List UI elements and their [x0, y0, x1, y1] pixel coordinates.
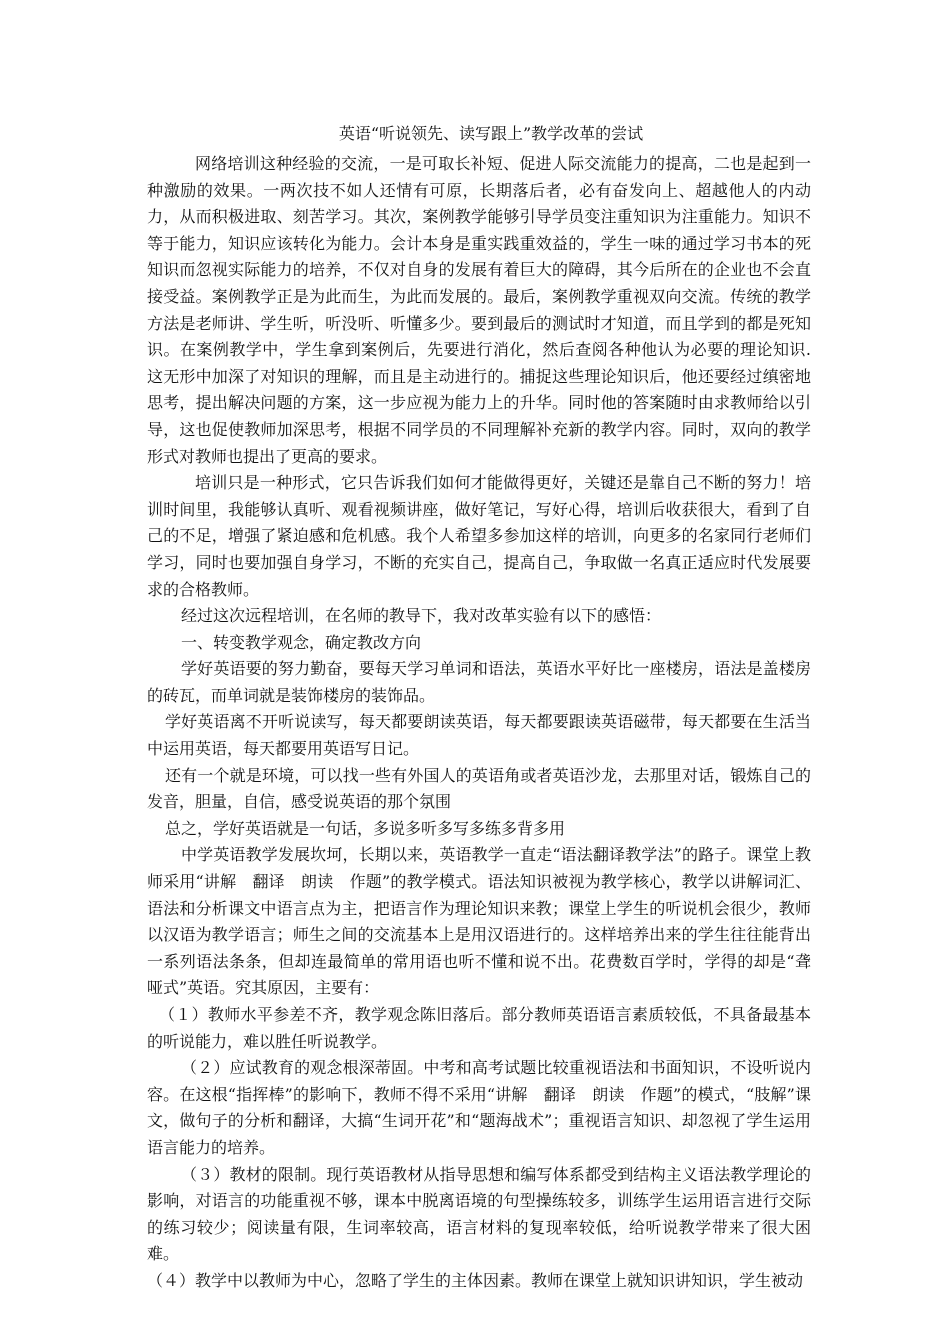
paragraph-reason-4: （４）教学中以教师为中心，忽略了学生的主体因素。教师在课堂上就知识讲知识，学生被动	[147, 1270, 804, 1290]
paragraph-environment: 还有一个就是环境，可以找一些有外国人的英语角或者英语沙龙，去那里对话，锻炼自己的发音，胆量，自信，感受说英语的那个氛围	[147, 765, 811, 812]
paragraph-listen-speak: 学好英语离不开听说读写，每天都要朗读英语，每天都要跟读英语磁带，每天都要在生活当中运用英语，每天都要用英语写日记。	[147, 712, 811, 759]
document-title: 英语“听说领先、读写跟上”教学改革的尝试	[338, 124, 644, 143]
paragraph-study-hard: 学好英语要的努力勤奋，要每天学习单词和语法，英语水平好比一座楼房，语法是盖楼房的砖瓦，而单词就是装饰楼房的装饰品。	[147, 659, 811, 705]
paragraph-network-training: 网络培训这种经验的交流，一是可取长补短、促进人际交流能力的提高，二也是起到一种激励的效果。一两次技不如人还情有可原，长期落后者，必有奋发向上、超越他人的内动力，从而积极进取、刻苦学习。其次，案例教学能够引导学员变注重知识为注重能力。知识不等于能力，知识应该转化为能力。会计本身是重实践重效益的，学生一味的通过学习书本的死知识而忽视实际能力的培养，不仅对自身的发展有着巨大的障碍，其今后所在的企业也不会直接受益。案例教学正是为此而生，为此而发展的。最后，案例教学重视双向交流。传统的教学方法是老师讲、学生听，听没听、听懂多少。要到最后的测试时才知道，而且学到的都是死知识。在案例教学中，学生拿到案例后，先要进行消化，然后查阅各种他认为必要的理论知识. 这无形中加深了对知识的理解，而且是主动进行的。捕捉这些理论知识后，他还要经过缜密地思考，提出解决问题的方案，这一步应视为能力上的升华。同时他的答案随时由求教师给以引导，这也促使教师加深思考，根据不同学员的不同理解补充新的教学内容。同时，双向的教学形式对教师也提出了更高的要求。	[147, 154, 811, 466]
paragraph-training-form: 培训只是一种形式，它只告诉我们如何才能做得更好，关键还是靠自己不断的努力！培训时间里，我能够认真听、观看视频讲座，做好笔记，写好心得，培训后收获很大，看到了自己的不足，增强了紧迫感和危机感。我个人希望多参加这样的培训，向更多的名家同行老师们学习，同时也要加强自身学习，不断的充实自己，提高自己，争取做一名真正适应时代发展要求的合格教师。	[147, 473, 811, 599]
paragraph-reason-1: （１）教师水平参差不齐，教学观念陈旧落后。部分教师英语语言素质较低，不具备最基本的听说能力，难以胜任听说教学。	[147, 1005, 811, 1051]
section-heading-1: 一、转变教学观念，确定教改方向	[181, 632, 422, 652]
paragraph-summary: 总之，学好英语就是一句话，多说多听多写多练多背多用	[165, 818, 566, 838]
paragraph-reason-2: （２）应试教育的观念根深蒂固。中考和高考试题比较重视语法和书面知识，不设听说内容。在这根“指挥棒”的影响下，教师不得不采用“讲解 翻译 朗读 作题”的模式，“肢解”课文，做句子的分析和翻译，大搞“生词开花”和“题海战术”；重视语言知识、却忽视了学生运用 语言能力的培养。	[147, 1058, 811, 1157]
paragraph-reason-3: （３）教材的限制。现行英语教材从指导思想和编写体系都受到结构主义语法教学理论的影响，对语言的功能重视不够，课本中脱离语境的句型操练较多，训练学生运用语言进行交际的练习较少；阅读量有限，生词率较高，语言材料的复现率较低，给听说教学带来了很大困难。	[147, 1164, 811, 1264]
paragraph-teaching-history: 中学英语教学发展坎坷，长期以来，英语教学一直走“语法翻译教学法”的路子。课堂上教师采用“讲解 翻译 朗读 作题”的教学模式。语法知识被视为教学核心，教学以讲解词汇、语法和分析课文中语言点为主，把语言作为理论知识来教；课堂上学生的听说机会很少，教师以汉语为教学语言；师生之间的交流基本上是用汉语进行的。这样培养出来的学生往往能背出一系列语法条条，但却连最简单的常用语也听不懂和说不出。花费数百学时，学得的却是“聋哑式”英语。究其原因，主要有：	[147, 845, 811, 998]
paragraph-reflection-intro: 经过这次远程培训，在名师的教导下，我对改革实验有以下的感悟：	[181, 606, 662, 626]
document-body	[147, 121, 811, 1295]
